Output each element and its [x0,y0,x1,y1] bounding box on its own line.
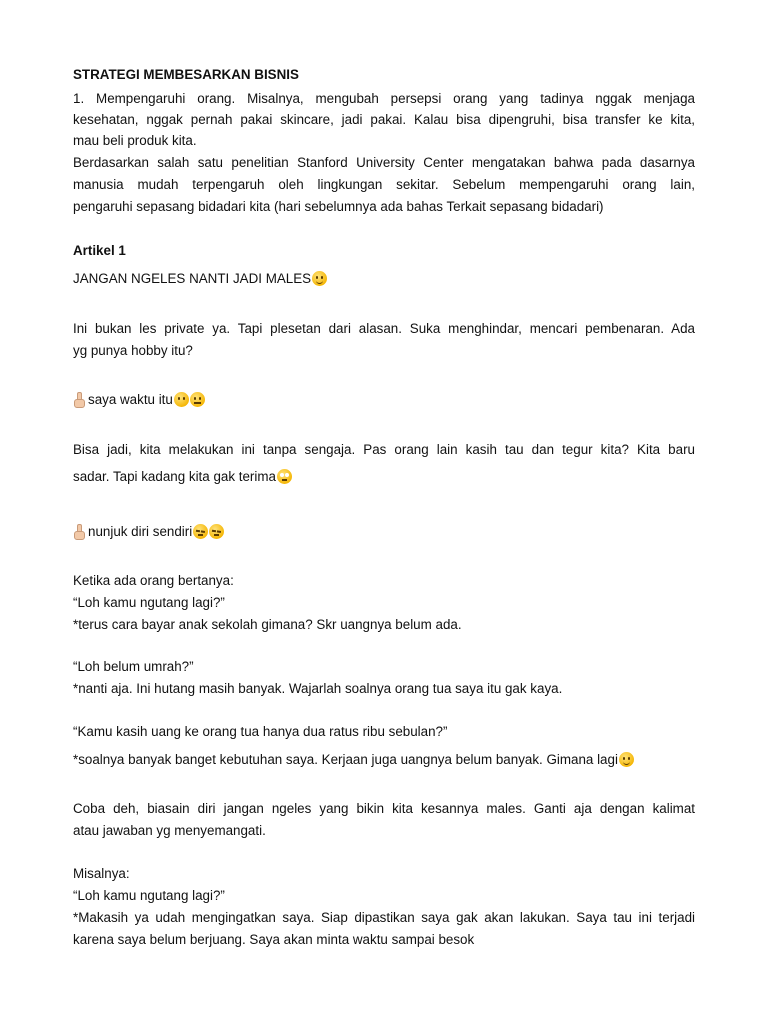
neutral-face-icon [190,392,205,407]
document-title: STRATEGI MEMBESARKAN BISNIS [73,67,299,82]
question: “Loh kamu ngutang lagi?” [73,595,225,610]
intro-line: mau beli produk kita. [73,133,197,148]
index-pointing-up-icon [73,524,84,539]
paragraph-line: atau jawaban yg menyemangati. [73,823,266,838]
answer: *terus cara bayar anak sekolah gimana? Skr uangnya belum ada. [73,617,462,632]
article-heading [73,270,695,288]
question-intro: Ketika ada orang bertanya: [73,573,234,588]
article-label: Artikel 1 [73,243,126,258]
answer: *Makasih ya udah mengingatkan saya. Siap dipastikan saya gak akan lakukan. Saya tau ini terjadi [73,910,695,925]
paragraph-line: Bisa jadi, kita melakukan ini tanpa sengaja. Pas orang lain kasih tau dan tegur kita? Kita baru [73,442,695,457]
answer: *nanti aja. Ini hutang masih banyak. Wajarlah soalnya orang tua saya itu gak kaya. [73,681,563,696]
slightly-smiling-face-icon [619,752,634,767]
intro-line: 1. Mempengaruhi orang. Misalnya, mengubah persepsi orang yang tadinya nggak menjaga [73,91,695,106]
slightly-smiling-face-icon [312,271,327,286]
pensive-face-icon [209,524,224,539]
paragraph-line [73,468,695,486]
pensive-face-icon [193,524,208,539]
answer: karena saya belum berjuang. Saya akan minta waktu sampai besok [73,932,475,947]
answer-text: *soalnya banyak banget kebutuhan saya. Kerjaan juga uangnya belum banyak. Gimana lagi [73,752,618,767]
paragraph-line: Ini bukan les private ya. Tapi plesetan dari alasan. Suka menghindar, mencari pembenaran. Ada [73,321,695,336]
article-heading-text: JANGAN NGELES NANTI JADI MALES [73,271,312,286]
question: “Loh belum umrah?” [73,659,194,674]
question: “Kamu kasih uang ke orang tua hanya dua ratus ribu sebulan?” [73,724,448,739]
example-intro: Misalnya: [73,866,130,881]
paragraph-text: sadar. Tapi kadang kita gak terima [73,469,276,484]
face-with-rolling-eyes-icon [277,469,292,484]
index-pointing-up-icon [73,392,84,407]
intro-line: manusia mudah terpengaruh oleh lingkungan sekitar. Sebelum mempengaruhi orang lain, [73,177,695,192]
intro-line: Berdasarkan salah satu penelitian Stanford University Center mengatakan bahwa pada dasarnya [73,155,695,170]
note-text: nunjuk diri sendiri [88,524,193,539]
note-text: saya waktu itu [88,392,173,407]
paragraph-line: Coba deh, biasain diri jangan ngeles yang bikin kita kesannya males. Ganti aja dengan kalimat [73,801,695,816]
answer [73,751,695,769]
note-line [73,523,695,541]
note-line [73,391,695,409]
question: “Loh kamu ngutang lagi?” [73,888,225,903]
intro-line: kesehatan, nggak pernah pakai skincare, jadi pakai. Kalau bisa dipengruhi, bisa transfer ke kita, [73,112,695,127]
intro-line: pengaruhi sepasang bidadari kita (hari sebelumnya ada bahas Terkait sepasang bidadari) [73,199,604,214]
face-without-mouth-icon [174,392,189,407]
paragraph-line: yg punya hobby itu? [73,343,193,358]
